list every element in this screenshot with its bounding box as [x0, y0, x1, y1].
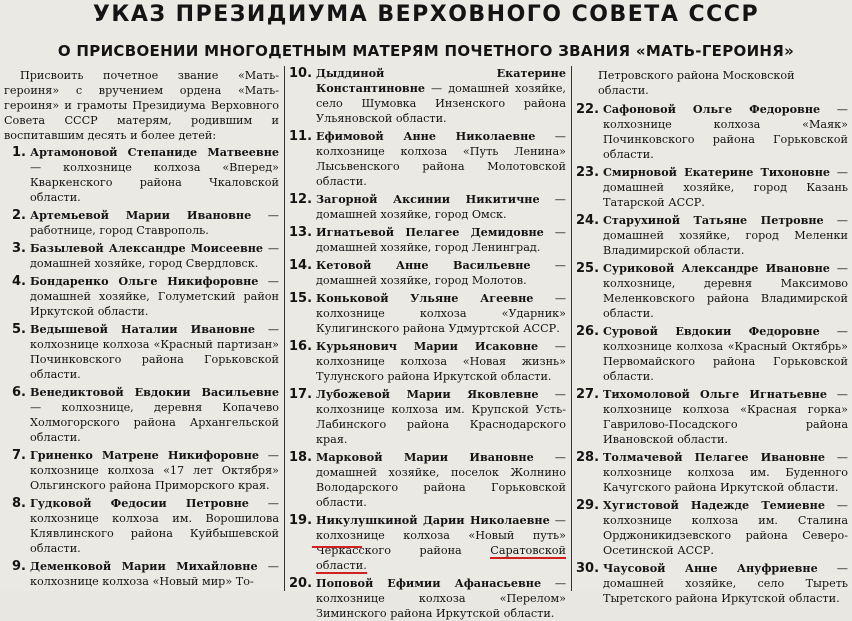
entry-text — [316, 129, 566, 189]
mother-name: Базылевой Александре Моисеевне — [30, 241, 264, 255]
list-item — [4, 145, 279, 205]
entry-text — [603, 387, 848, 447]
entry-details: — колхознице, деревня Копачево Холмогорского района Архангельской области. — [30, 401, 279, 444]
entry-number: 24. — [576, 213, 600, 228]
entry-details: — домашней хозяйке, город Ленинград. — [316, 226, 566, 254]
entry-text — [316, 576, 566, 621]
entry-text — [30, 208, 279, 238]
entry-details: — колхознице колхоза «Путь Ленина» Лысьвенского района Молотовской области. — [316, 130, 566, 188]
mother-name: Артамоновой Степаниде Матвеевне — [30, 145, 279, 159]
entry-text — [316, 66, 566, 126]
mother-name: Курьянович Марии Исаковне — [316, 339, 539, 353]
entry-number: 1. — [12, 145, 26, 160]
mother-name: Тихомоловой Ольге Игнатьевне — [603, 387, 827, 401]
list-item — [289, 258, 566, 288]
column-1 — [0, 66, 283, 591]
mother-name: Бондаренко Ольге Никифоровне — [30, 274, 259, 288]
mother-name: Никулушкиной Дарии Николаевне — [316, 513, 550, 527]
entry-number: 26. — [576, 324, 600, 339]
list-item — [4, 496, 279, 556]
list-item — [4, 559, 279, 589]
mother-name: Кетовой Анне Васильевне — [316, 258, 531, 272]
entry-details: — домашней хозяйке, Голуметский район Иркутской области. — [30, 275, 279, 318]
entry-details: — колхознице колхоза «Новый путь» Черкасского района — [316, 514, 566, 557]
list-item — [289, 513, 566, 573]
mother-name: Артемьевой Марии Ивановне — [30, 208, 252, 222]
column-3 — [571, 66, 852, 605]
decree-title: УКАЗ ПРЕЗИДИУМА ВЕРХОВНОГО СОВЕТА СССР — [92, 2, 760, 27]
entry-text — [316, 192, 566, 222]
list-item — [289, 387, 566, 447]
mother-name: Деменковой Марии Михайловне — [30, 559, 258, 573]
entry-details: — работнице, город Ставрополь. — [30, 209, 279, 237]
entry-number: 16. — [289, 339, 313, 354]
list-item — [4, 241, 279, 271]
continued-text: Петровского района Московской области. — [598, 69, 795, 97]
entry-number: 3. — [12, 241, 26, 256]
list-item — [576, 213, 848, 258]
entry-number: 8. — [12, 496, 26, 511]
entry-details: — домашней хозяйке, город Казань Татарской АССР. — [603, 166, 848, 209]
column-2 — [284, 66, 570, 620]
mother-name: Поповой Ефимии Афанасьевне — [316, 576, 542, 590]
entry-text — [316, 513, 566, 573]
entry-number: 22. — [576, 102, 600, 117]
entry-details: — колхознице колхоза «Новый мир» То- — [30, 560, 279, 588]
entry-number: 7. — [12, 448, 26, 463]
list-item — [576, 387, 848, 447]
entry-text — [30, 559, 279, 589]
entry-details: — колхознице колхоза «Перелом» Зиминского района Иркутской области. — [316, 577, 567, 620]
entry-details: — колхознице колхоза «Красный партизан» Починковского района Горьковской области. — [30, 323, 280, 381]
entry-number: 25. — [576, 261, 600, 276]
mother-name: Лубожевой Марии Яковлевне — [316, 387, 539, 401]
entry-text — [30, 448, 279, 493]
entry-text — [603, 498, 848, 558]
entry-details: — колхознице колхоза «Красный Октябрь» Первомайского района Горьковской области. — [603, 325, 848, 383]
entry-text — [30, 496, 279, 556]
entry-number: 11. — [289, 129, 313, 144]
entry-details: — колхознице колхоза им. Крупской Усть-Лабинского района Краснодарского края. — [316, 388, 566, 446]
entry-number: 19. — [289, 513, 313, 528]
entry-text — [603, 561, 848, 606]
entry-number: 15. — [289, 291, 313, 306]
entry-text — [30, 274, 279, 319]
entry-number: 18. — [289, 450, 313, 465]
list-item — [289, 576, 566, 621]
mother-name: Марковой Марии Ивановне — [316, 450, 534, 464]
entry-details: — колхознице колхоза «Маяк» Починковского района Горьковской области. — [603, 103, 848, 161]
entry-details: — домашней хозяйке, село Тыреть Тыретского района Иркутской области. — [603, 562, 848, 605]
list-item — [4, 385, 279, 445]
list-item — [4, 208, 279, 238]
mother-name: Игнатьевой Пелагее Демидовне — [316, 225, 544, 239]
preamble: Присвоить почетное звание «Мать-героиня» с вручением ордена «Мать-героиня» и грамоты Президиума Верховного Совета СССР матерям, родившим и воспитавшим десять и более детей: — [4, 69, 279, 142]
entry-text — [603, 213, 848, 258]
decree-subtitle: О ПРИСВОЕНИИ МНОГОДЕТНЫМ МАТЕРЯМ ПОЧЕТНОГО ЗВАНИЯ «МАТЬ-ГЕРОИНЯ» — [57, 42, 795, 60]
list-item — [576, 450, 848, 495]
mother-name: Ведышевой Наталии Ивановне — [30, 322, 256, 336]
entry-number: 10. — [289, 66, 313, 81]
entry-text — [30, 145, 279, 205]
entry-details: — колхознице колхоза им. Сталина Орджоникидзевского района Северо-Осетинской АССР. — [603, 499, 848, 557]
entry-text — [316, 339, 566, 384]
entry-text — [603, 102, 848, 162]
list-item — [576, 261, 848, 321]
entry-number: 23. — [576, 165, 600, 180]
entry-number: 6. — [12, 385, 26, 400]
entry-text — [316, 387, 566, 447]
entry-number: 2. — [12, 208, 26, 223]
list-item — [576, 102, 848, 162]
entry-details: — домашней хозяйке, город Молотов. — [316, 259, 566, 287]
entry-details: — колхознице колхоза «Красная горка» Гаврилово-Посадского района Ивановской области. — [603, 388, 848, 446]
mother-name: Хугистовой Надежде Темиевне — [603, 498, 825, 512]
entry-number: 17. — [289, 387, 313, 402]
mother-name: Суровой Евдокии Федоровне — [603, 324, 820, 338]
list-item — [289, 129, 566, 189]
entry-number: 12. — [289, 192, 313, 207]
entry-details: — колхознице колхоза «Вперед» Кваркенского района Чкаловской области. — [30, 161, 279, 204]
list-item — [289, 192, 566, 222]
red-underline-mark — [312, 546, 362, 548]
mother-name: Гриненко Матрене Никифоровне — [30, 448, 260, 462]
entry-text — [316, 291, 566, 336]
entry-text — [603, 450, 848, 495]
entry-details: — домашней хозяйке, город Меленки Владимирской области. — [603, 214, 848, 257]
list-item — [576, 324, 848, 384]
highlighted-region: Саратовской области. — [316, 544, 566, 572]
entry-text — [316, 225, 566, 255]
list-item — [289, 66, 566, 126]
entry-number: 20. — [289, 576, 313, 591]
entry-details: — домашней хозяйке, поселок Жолнино Володарского района Горьковской области. — [316, 451, 566, 509]
mother-name: Толмачевой Пелагее Ивановне — [603, 450, 826, 464]
list-item — [576, 165, 848, 210]
entry-text — [603, 165, 848, 210]
entry-details: — домашней хозяйке, город Свердловск. — [30, 242, 280, 270]
entry-details: — домашней хозяйке, город Омск. — [316, 193, 566, 221]
entry-number: 13. — [289, 225, 313, 240]
mother-name: Дыддиной Екатерине Константиновне — [316, 66, 566, 95]
entry-details: — колхознице колхоза им. Буденного Качугского района Иркутской области. — [603, 451, 848, 494]
entry-details: — домашней хозяйке, село Шумовка Инзенского района Ульяновской области. — [316, 82, 566, 125]
list-item — [289, 450, 566, 510]
list-item — [289, 339, 566, 384]
mother-name: Гудковой Федосии Петровне — [30, 496, 249, 510]
list-item — [4, 322, 279, 382]
entry-text — [30, 322, 279, 382]
entry-number: 30. — [576, 561, 600, 576]
entry-details: — колхознице колхоза им. Ворошилова Клявлинского района Куйбышевской области. — [30, 497, 279, 555]
mother-name: Венедиктовой Евдокии Васильевне — [30, 385, 279, 399]
entry-text — [316, 450, 566, 510]
entry-text — [603, 324, 848, 384]
list-item — [576, 561, 848, 606]
entry-details: — колхознице колхоза «17 лет Октября» Ольгинского района Приморского края. — [30, 449, 279, 492]
entry-text — [30, 241, 279, 271]
entry-details: — колхознице колхоза «Ударник» Кулигинского района Удмуртской АССР. — [316, 292, 567, 335]
entry-number: 27. — [576, 387, 600, 402]
list-item — [576, 498, 848, 558]
mother-name: Чаусовой Анне Ануфриевне — [603, 561, 818, 575]
list-item — [289, 291, 566, 336]
list-item — [4, 274, 279, 319]
list-item — [4, 448, 279, 493]
entry-details: — колхознице колхоза «Новая жизнь» Тулунского района Иркутской области. — [316, 340, 566, 383]
entry-number: 14. — [289, 258, 313, 273]
mother-name: Сафоновой Ольге Федоровне — [603, 102, 821, 116]
mother-name: Суриковой Александре Ивановне — [603, 261, 830, 275]
mother-name: Старухиной Татьяне Петровне — [603, 213, 824, 227]
entry-details: — колхознице, деревня Максимово Меленковского района Владимирской области. — [603, 262, 848, 320]
entry-text — [30, 385, 279, 445]
entry-number: 29. — [576, 498, 600, 513]
list-item — [289, 225, 566, 255]
entry-number: 4. — [12, 274, 26, 289]
entry-number: 5. — [12, 322, 26, 337]
mother-name: Загорной Аксинии Никитичне — [316, 192, 540, 206]
mother-name: Ефимовой Анне Николаевне — [316, 129, 536, 143]
entry-number: 28. — [576, 450, 600, 465]
entry-text — [603, 261, 848, 321]
entry-number: 9. — [12, 559, 26, 574]
mother-name: Смирновой Екатерине Тихоновне — [603, 165, 831, 179]
entry-text — [316, 258, 566, 288]
mother-name: Коньковой Ульяне Агеевне — [316, 291, 534, 305]
